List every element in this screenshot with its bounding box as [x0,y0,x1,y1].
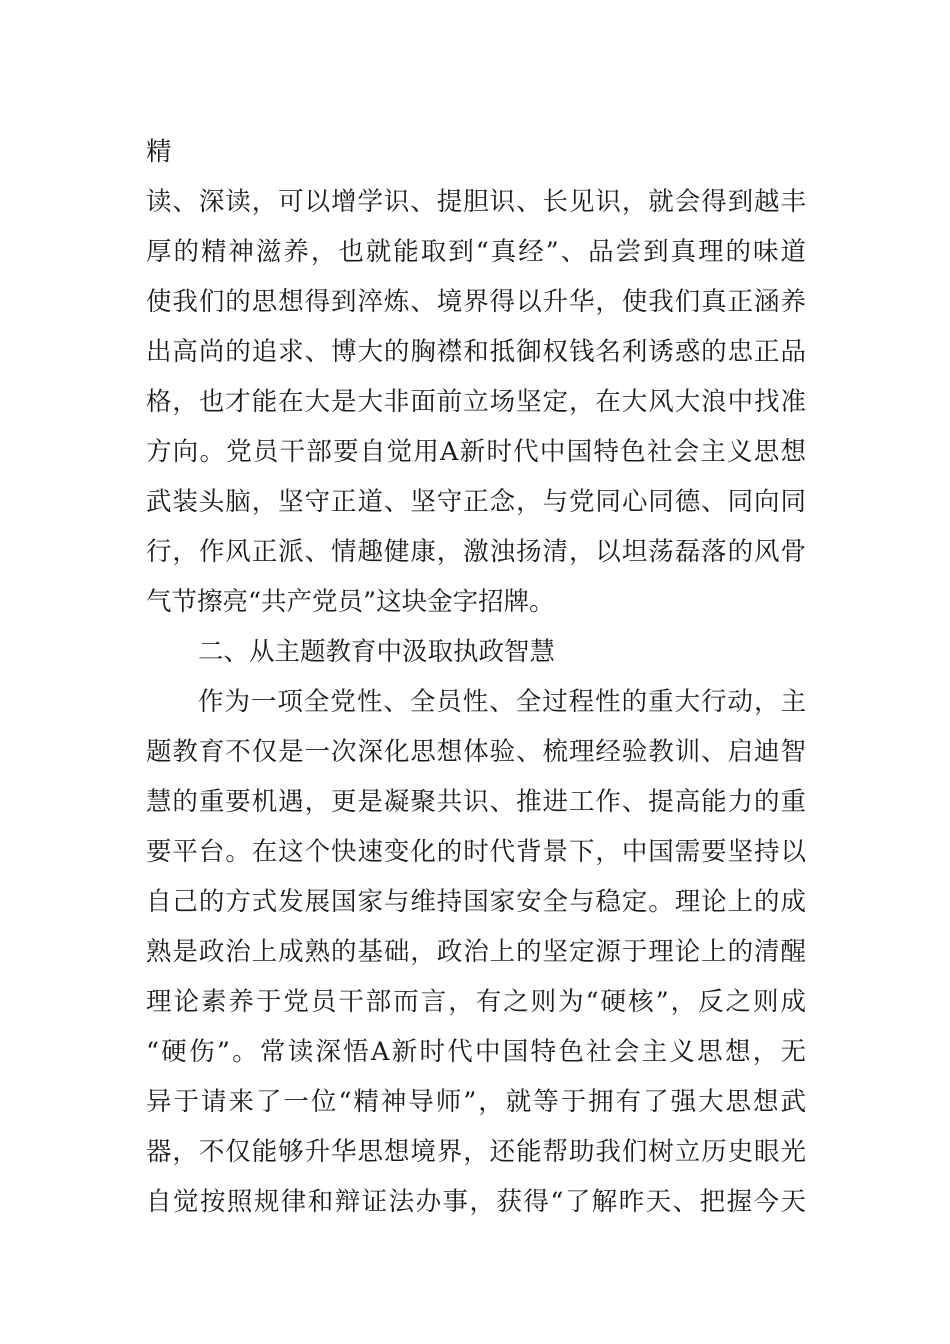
text-line: 熟是政治上成熟的基础，政治上的坚定源于理论上的清醒 [146,937,806,967]
section-heading: 二、从主题教育中汲取执政智慧 [198,637,556,667]
text-line: 理论素养于党员干部而言，有之则为“硬核”，反之则成 [146,987,806,1017]
text-line: 方向。党员干部要自觉用A新时代中国特色社会主义思想 [146,437,806,467]
text-line: 武装头脑，坚守正道、坚守正念，与党同心同德、同向同 [146,487,806,517]
text-line: 使我们的思想得到淬炼、境界得以升华，使我们真正涵养 [146,287,806,317]
text-line: 厚的精神滋养，也就能取到“真经”、品尝到真理的味道 [146,237,806,267]
text-line: 气节擦亮“共产党员”这块金字招牌。 [146,587,555,617]
text-line: 格，也才能在大是大非面前立场坚定，在大风大浪中找准 [146,387,806,417]
text-line: 自己的方式发展国家与维持国家安全与稳定。理论上的成 [146,887,806,917]
text-line: 异于请来了一位“精神导师”，就等于拥有了强大思想武 [146,1087,806,1117]
text-line: 题教育不仅是一次深化思想体验、梳理经验教训、启迪智 [146,737,806,767]
paragraph-first-line: 作为一项全党性、全员性、全过程性的重大行动，主 [198,687,806,717]
text-line: 精 [146,137,172,167]
text-line: 要平台。在这个快速变化的时代背景下，中国需要坚持以 [146,837,806,867]
text-line: 读、深读，可以增学识、提胆识、长见识，就会得到越丰 [146,187,806,217]
text-line: “硬伤”。常读深悟A新时代中国特色社会主义思想，无 [146,1037,806,1067]
text-line: 器，不仅能够升华思想境界，还能帮助我们树立历史眼光 [146,1137,806,1167]
text-line: 自觉按照规律和辩证法办事，获得“了解昨天、把握今天 [146,1187,806,1217]
text-line: 慧的重要机遇，更是凝聚共识、推进工作、提高能力的重 [146,787,806,817]
text-line: 出高尚的追求、博大的胸襟和抵御权钱名利诱惑的忠正品 [146,337,806,367]
text-line: 行，作风正派、情趣健康，激浊扬清，以坦荡磊落的风骨 [146,537,806,567]
